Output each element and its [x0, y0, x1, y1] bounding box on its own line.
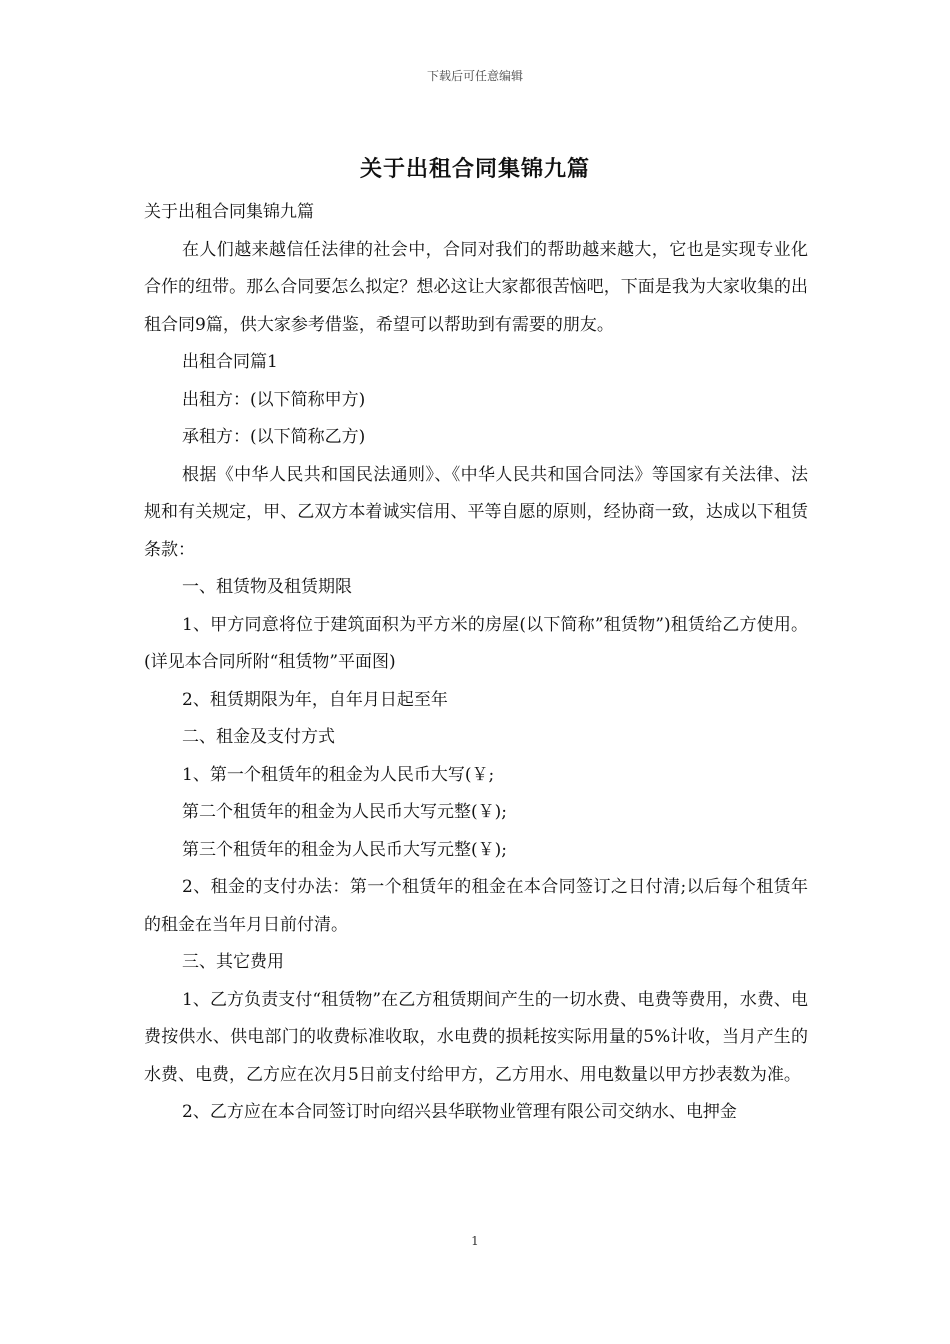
paragraph: 2、租金的支付办法：第一个租赁年的租金在本合同签订之日付清;以后每个租赁年的租金在当年月日前付清。: [144, 877, 808, 935]
section-heading: 出租合同篇1: [182, 352, 278, 372]
paragraph: 2、乙方应在本合同签订时向绍兴县华联物业管理有限公司交纳水、电押金: [182, 1102, 737, 1122]
section-heading: 一、租赁物及租赁期限: [182, 577, 352, 597]
document-title: 关于出租合同集锦九篇: [359, 157, 590, 182]
paragraph: 1、甲方同意将位于建筑面积为平方米的房屋(以下简称”租赁物”)租赁给乙方使用。(详见本合同所附“租赁物”平面图): [144, 614, 808, 672]
page-number: 1: [471, 1234, 479, 1248]
paragraph: 关于出租合同集锦九篇: [144, 202, 314, 222]
paragraph: 第二个租赁年的租金为人民币大写元整(￥);: [182, 802, 507, 822]
paragraph: 第三个租赁年的租金为人民币大写元整(￥);: [182, 839, 507, 860]
paragraph: 根据《中华人民共和国民法通则》、《中华人民共和国合同法》等国家有关法律、法规和有关规定，甲、乙双方本着诚实信用、平等自愿的原则，经协商一致，达成以下租赁条款：: [144, 464, 808, 560]
paragraph: 承租方：(以下简称乙方): [182, 427, 366, 447]
header-note: 下载后可任意编辑: [426, 69, 523, 83]
paragraph: 在人们越来越信任法律的社会中，合同对我们的帮助越来越大，它也是实现专业化合作的纽带。那么合同要怎么拟定？想必这让大家都很苦恼吧，下面是我为大家收集的出租合同9篇，供大家参考借鉴，希望可以帮助到有需要的朋友。: [144, 239, 808, 335]
section-heading: 三、其它费用: [182, 952, 284, 972]
paragraph: 1、第一个租赁年的租金为人民币大写(￥;: [182, 764, 495, 785]
paragraph: 出租方：(以下简称甲方): [182, 389, 366, 410]
paragraph: 1、乙方负责支付“租赁物”在乙方租赁期间产生的一切水费、电费等费用，水费、电费按供水、供电部门的收费标准收取，水电费的损耗按实际用量的5%计收，当月产生的水费、电费，乙方应在次月5日前支付给甲方，乙方用水、用电数量以甲方抄表数为准。: [144, 989, 808, 1085]
document-body: [144, 194, 808, 1132]
section-heading: 二、租金及支付方式: [182, 727, 335, 747]
paragraph: 2、租赁期限为年，自年月日起至年: [182, 689, 448, 710]
